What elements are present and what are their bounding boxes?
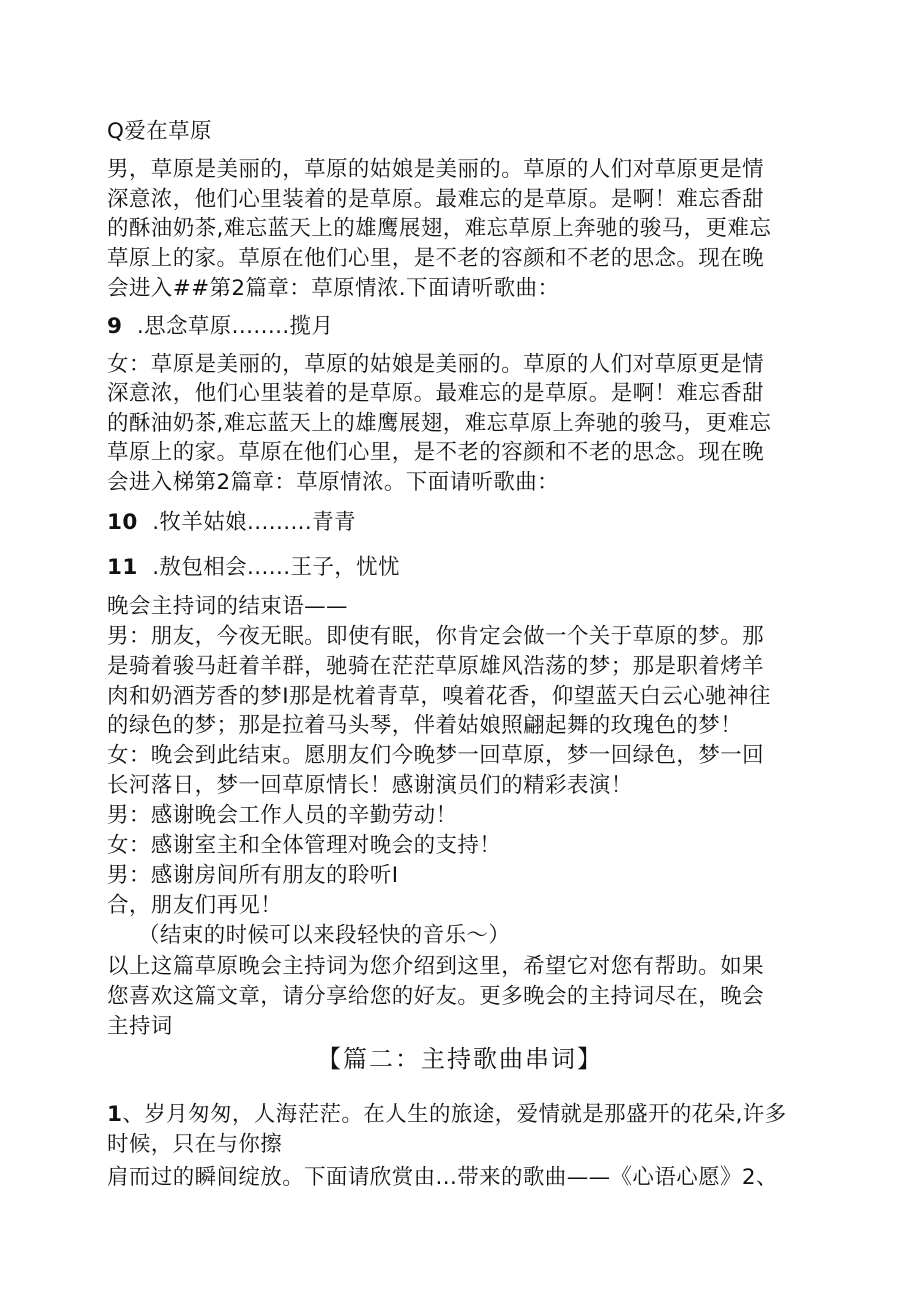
closing-note: （结束的时候可以来段轻快的音乐〜）: [138, 923, 511, 948]
closing-line: 的绿色的梦；那是拉着马头琴，伴着姑娘照翩起舞的玫瑰色的梦！: [107, 713, 743, 738]
song-item-11: [107, 553, 400, 583]
closing-line: 肉和奶酒芳香的梦I那是枕着青草，嗅着花香，仰望蓝天白云心驰神往: [107, 684, 771, 709]
closing-line: 男：感谢房间所有朋友的聆听I: [107, 863, 399, 888]
closing-line: 是骑着骏马赶着羊群，驰骑在茫茫草原雄风浩荡的梦；那是职着烤羊: [107, 654, 765, 679]
paragraph-line: 男，草原是美丽的，草原的姑娘是美丽的。草原的人们对草原更是情: [107, 157, 765, 182]
song-text: .思念草原........揽月: [136, 314, 334, 339]
paragraph-line: 深意浓，他们心里装着的是草原。最难忘的是草原。是啊！难忘香甜: [107, 187, 765, 212]
item-text: 、岁月匆匆，人海茫茫。在人生的旅途，爱情就是那盛开的花朵,许多: [122, 1102, 787, 1127]
paragraph-line: 深意浓，他们心里装着的是草原。最难忘的是草原。是啊！难忘香甜: [107, 381, 765, 406]
song-text: .敖包相会......王子，忧忧: [152, 555, 400, 580]
song-text: .牧羊姑娘.........青青: [152, 510, 356, 535]
closing-line: 合，朋友们再见！: [107, 893, 283, 918]
paragraph-line: 草原上的家。草原在他们心里，是不老的容颜和不老的思念。现在晚: [107, 246, 765, 271]
item-number: 1: [107, 1102, 123, 1127]
section-heading: 【篇二：主持歌曲串词】: [317, 1045, 603, 1073]
paragraph-line: 的酥油奶茶,难忘蓝天上的雄鹰展翅，难忘草原上奔驰的骏马，更难忘: [107, 216, 772, 241]
closing-line: 以上这篇草原晚会主持词为您介绍到这里，希望它对您有帮助。如果: [107, 954, 765, 979]
closing-heading: 晚会主持词的结束语——: [107, 594, 348, 619]
paragraph-line: 肩而过的瞬间绽放。下面请欣赏由...带来的歌曲——《心语心愿》2、: [107, 1165, 778, 1190]
song-item-9: [107, 312, 333, 342]
song-number: 11: [107, 555, 138, 580]
closing-line: 您喜欢这篇文章，请分享给您的好友。更多晚会的主持词尽在，晚会: [107, 984, 765, 1009]
closing-line: 男：感谢晚会工作人员的辛勤劳动！: [107, 803, 458, 828]
paragraph-line: 时候，只在与你擦: [107, 1132, 283, 1157]
paragraph-line: 草原上的家。草原在他们心里，是不老的容颜和不老的思念。现在晚: [107, 440, 765, 465]
closing-line: 女：感谢室主和全体管理对晚会的支持！: [107, 833, 502, 858]
paragraph-line: 的酥油奶茶,难忘蓝天上的雄鹰展翅，难忘草原上奔驰的骏马，更难忘: [107, 411, 772, 436]
section-title: Q爱在草原: [107, 119, 212, 144]
paragraph-line: 女：草原是美丽的，草原的姑娘是美丽的。草原的人们对草原更是情: [107, 352, 765, 377]
closing-line: 长河落日，梦一回草原情长！感谢演员们的精彩表演！: [107, 773, 633, 798]
closing-line: 男：朋友，今夜无眠。即使有眠，你肯定会做一个关于草原的梦。那: [107, 624, 765, 649]
song-item-10: [107, 508, 356, 538]
song-number: 9: [107, 314, 123, 339]
closing-line: 女：晚会到此结束。愿朋友们今晚梦一回草原，梦一回绿色，梦一回: [107, 743, 765, 768]
paragraph-line: 会进入##第2篇章：草原情浓.下面请听歌曲：: [107, 276, 560, 301]
closing-line: 主持词: [107, 1014, 173, 1039]
song-number: 10: [107, 510, 138, 535]
paragraph-line: 会进入梯第2篇章：草原情浓。下面请听歌曲：: [107, 470, 560, 495]
paragraph-line: [107, 1100, 787, 1130]
